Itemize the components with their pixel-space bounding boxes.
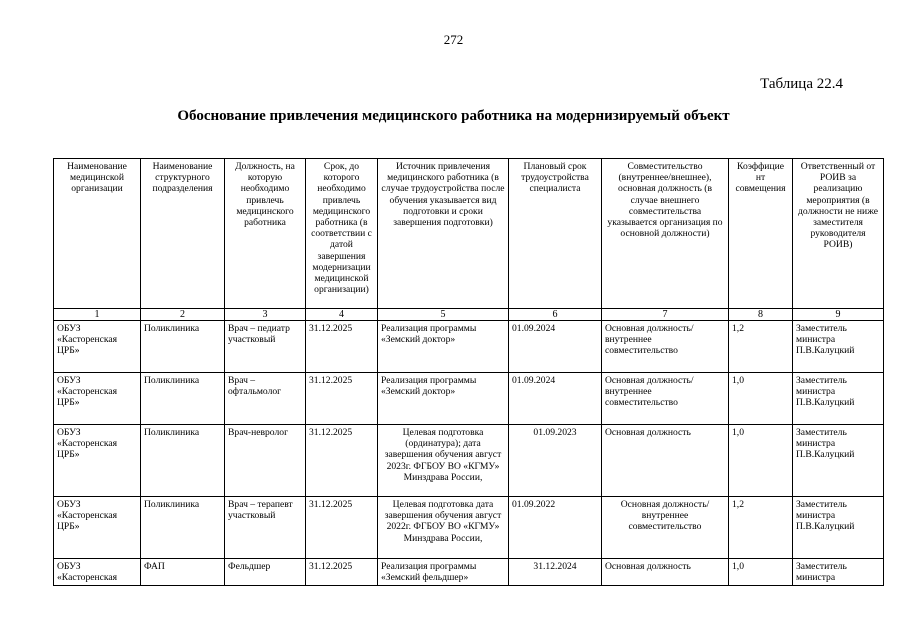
column-number: 9 [793,309,884,321]
responsible-cell: Заместитель министра П.В.Калуцкий [793,497,884,559]
division-cell: Поликлиника [141,497,225,559]
source-cell: Целевая подготовка дата завершения обучения август 2022г. ФГБОУ ВО «КГМУ» Минздрава России, [378,497,509,559]
planned-date-cell: 01.09.2024 [509,321,602,373]
combination-cell: Основная должность/внутреннее совместительство [602,497,729,559]
deadline-cell: 31.12.2025 [306,425,378,497]
column-number: 2 [141,309,225,321]
planned-date-cell: 01.09.2023 [509,425,602,497]
deadline-cell: 31.12.2025 [306,497,378,559]
column-number: 4 [306,309,378,321]
position-cell: Врач – педиатр участковый [225,321,306,373]
source-cell: Реализация программы «Земский фельдшер» [378,559,509,586]
column-header: Плановый срок трудоустройства специалиста [509,159,602,309]
column-header: Совместительство (внутреннее/внешнее), основная должность (в случае внешнего совместительства указывается организация по основной должности) [602,159,729,309]
source-cell: Целевая подготовка (ординатура); дата завершения обучения август 2023г. ФГБОУ ВО «КГМУ» Минздрава России, [378,425,509,497]
table-row [54,497,884,559]
planned-date-cell: 31.12.2024 [509,559,602,586]
column-header: Должность, на которую необходимо привлечь медицинского работника [225,159,306,309]
coefficient-cell: 1,0 [729,373,793,425]
deadline-cell: 31.12.2025 [306,373,378,425]
combination-cell: Основная должность [602,559,729,586]
table-label: Таблица 22.4 [760,76,843,92]
combination-cell: Основная должность/внутреннее совместительство [602,373,729,425]
column-number: 8 [729,309,793,321]
responsible-cell: Заместитель министра [793,559,884,586]
coefficient-cell: 1,2 [729,321,793,373]
division-cell: ФАП [141,559,225,586]
responsible-cell: Заместитель министра П.В.Калуцкий [793,425,884,497]
column-header: Коэффицие нт совмещения [729,159,793,309]
deadline-cell: 31.12.2025 [306,559,378,586]
combination-cell: Основная должность/внутреннее совместительство [602,321,729,373]
column-header: Наименование структурного подразделения [141,159,225,309]
position-cell: Врач – офтальмолог [225,373,306,425]
table-row [54,373,884,425]
planned-date-cell: 01.09.2022 [509,497,602,559]
column-header: Ответственный от РОИВ за реализацию мероприятия (в должности не ниже заместителя руководителя РОИВ) [793,159,884,309]
column-header: Наименование медицинской организации [54,159,141,309]
deadline-cell: 31.12.2025 [306,321,378,373]
org-cell: ОБУЗ «Касторенская ЦРБ» [54,497,141,559]
table-row [54,321,884,373]
staffing-table [53,158,884,586]
table-row [54,425,884,497]
org-cell: ОБУЗ «Касторенская ЦРБ» [54,425,141,497]
division-cell: Поликлиника [141,373,225,425]
coefficient-cell: 1,0 [729,559,793,586]
division-cell: Поликлиника [141,321,225,373]
table-row [54,559,884,586]
source-cell: Реализация программы «Земский доктор» [378,373,509,425]
coefficient-cell: 1,0 [729,425,793,497]
column-number: 5 [378,309,509,321]
planned-date-cell: 01.09.2024 [509,373,602,425]
page-number: 272 [443,32,464,47]
column-header: Источник привлечения медицинского работника (в случае трудоустройства после обучения указывается вид подготовки и сроки завершения подготовки) [378,159,509,309]
org-cell: ОБУЗ «Касторенская [54,559,141,586]
source-cell: Реализация программы «Земский доктор» [378,321,509,373]
column-number-row [54,309,884,321]
document-title: Обоснование привлечения медицинского работника на модернизируемый объект [177,108,730,124]
position-cell: Врач-невролог [225,425,306,497]
column-number: 6 [509,309,602,321]
combination-cell: Основная должность [602,425,729,497]
position-cell: Врач – терапевт участковый [225,497,306,559]
responsible-cell: Заместитель министра П.В.Калуцкий [793,373,884,425]
header-row [54,159,884,309]
column-number: 1 [54,309,141,321]
division-cell: Поликлиника [141,425,225,497]
column-number: 3 [225,309,306,321]
position-cell: Фельдшер [225,559,306,586]
org-cell: ОБУЗ «Касторенская ЦРБ» [54,321,141,373]
coefficient-cell: 1,2 [729,497,793,559]
column-number: 7 [602,309,729,321]
org-cell: ОБУЗ «Касторенская ЦРБ» [54,373,141,425]
responsible-cell: Заместитель министра П.В.Калуцкий [793,321,884,373]
column-header: Срок, до которого необходимо привлечь медицинского работника (в соответствии с датой завершения модернизации медицинской организации) [306,159,378,309]
